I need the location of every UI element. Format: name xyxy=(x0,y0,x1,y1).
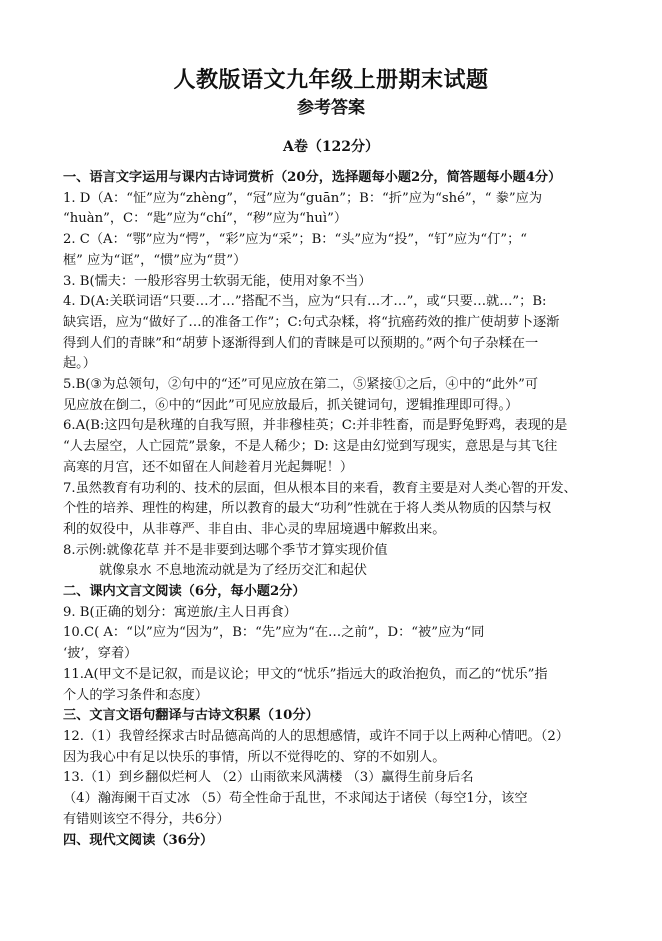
page-subtitle: 参考答案 xyxy=(297,98,365,118)
answer-10 xyxy=(63,623,599,664)
answer-line: 8.示例:就像花草 并不是非要到达哪个季节才算实现价值 xyxy=(63,542,388,558)
answer-line: 框” 应为“诓”，“惯”应为“贯”） xyxy=(63,252,247,268)
answer-5 xyxy=(63,375,599,416)
answer-line: 有错则该空不得分，共6分） xyxy=(63,811,230,827)
answer-1 xyxy=(63,189,599,230)
answer-7 xyxy=(63,479,599,541)
answer-line: 利的奴役中，从非尊严、非自由、非心灵的卑屈境遇中解救出来。 xyxy=(63,521,446,537)
answer-line: ‘披’，穿着） xyxy=(63,646,138,662)
answer-line: 得到人们的青睐”和“胡萝卜逐渐得到人们的青睐是可以预期的。”两个句子杂糅在一 xyxy=(63,335,539,351)
answer-8 xyxy=(63,541,599,582)
answer-line: 个人的学习条件和态度） xyxy=(63,687,209,703)
page-title: 人教版语文九年级上册期末试题 xyxy=(173,67,489,93)
answer-line: “人去屋空，人亡园荒”景象，不是人稀少；D: 这是由幻觉到写现实，意思是与其飞往 xyxy=(63,439,558,455)
answer-line: 高寒的月宫，还不如留在人间趁着月光起舞呢！） xyxy=(63,459,354,475)
section-3 xyxy=(63,706,599,830)
answer-line: 就像泉水 不息地流动就是为了经历交汇和起伏 xyxy=(99,563,367,579)
section-heading: 四、现代文阅读（36分） xyxy=(63,832,214,848)
answer-4 xyxy=(63,292,599,375)
answer-line: 13.（1）到乡翻似烂柯人 （2）山雨欲来风满楼 （3）赢得生前身后名 xyxy=(63,770,474,786)
section-heading: 二、课内文言文阅读（6分，每小题2分） xyxy=(63,584,306,600)
answer-11 xyxy=(63,665,599,706)
answer-line: 缺宾语，应为“做好了…的准备工作”；C:句式杂糅，将“抗癌药效的推广使胡萝卜逐渐 xyxy=(63,314,560,330)
answer-line: 7.虽然教育有功利的、技术的层面，但从根本目的来看，教育主要是对人类心智的开发、 xyxy=(63,480,577,496)
section-2 xyxy=(63,582,599,706)
answer-line: 6.A(B:这四句是秋瑾的自我写照，并非穆桂英；C:并非牲畜，而是野兔野鸡，表现的是 xyxy=(63,418,568,434)
answer-9 xyxy=(63,603,599,624)
answer-line: 9. B(正确的划分：寓逆旅/主人日再食） xyxy=(63,604,297,620)
answer-line: 1. D（A：“怔”应为“zhèng”，“冠”应为“guān”；B：“折”应为“shé”，“ 豢”应为 xyxy=(63,190,543,206)
answer-line: 2. C（A：“鄂”应为“愕”，“彩”应为“采”；B：“头”应为“投”，“钉”应为“仃”；“ xyxy=(63,232,528,248)
answer-line: 10.C( A：“以”应为“因为”，B：“先”应为“在…之前”，D：“被”应为“同 xyxy=(63,625,485,641)
part-title: A卷（122分） xyxy=(282,139,380,155)
answer-line: 见应放在倒二，⑥中的“因此”可见应放最后，抓关键词句，逻辑推理即可得。） xyxy=(63,397,519,413)
answer-line: （4）瀚海阑干百丈冰 （5）苟全性命于乱世，不求闻达于诸侯（每空1分，该空 xyxy=(63,791,528,807)
answer-13 xyxy=(63,768,599,830)
section-1 xyxy=(63,168,599,582)
section-heading: 三、文言文语句翻译与古诗文积累（10分） xyxy=(63,708,319,724)
answer-line: 11.A(甲文不是记叙，而是议论；甲文的“忧乐”指远大的政治抱负，而乙的“忧乐”指 xyxy=(63,666,548,682)
answer-line: 起。） xyxy=(63,356,96,372)
answer-line: 4. D(A:关联词语“只要…才…”搭配不当，应为“只有…才…”，或“只要…就…”；B: xyxy=(63,294,547,310)
answer-line: 12.（1）我曾经探求古时品德高尚的人的思想感情，或许不同于以上两种心情吧。（2） xyxy=(63,728,569,744)
answer-2 xyxy=(63,230,599,271)
answer-line: 5.B(③为总领句，②句中的“还”可见应放在第二，⑤紧接①之后，④中的“此外”可 xyxy=(63,377,539,393)
section-heading: 一、语言文字运用与课内古诗词赏析（20分，选择题每小题2分，简答题每小题4分） xyxy=(63,170,562,185)
answer-line: “huàn”，C：“匙”应为“chí”，“秽”应为“huì”） xyxy=(63,211,348,227)
answer-3 xyxy=(63,272,599,293)
answer-line: 3. B(懦夫：一般形容男士软弱无能，使用对象不当） xyxy=(63,273,372,289)
answer-line: 个性的培养、理性的构建，所以教育的最大“功利”性就在于将人类从物质的囚禁与权 xyxy=(63,501,552,517)
answer-12 xyxy=(63,727,599,768)
answer-line: 因为我心中有足以快乐的事情，所以不觉得吃的、穿的不如别人。 xyxy=(63,749,446,765)
section-4 xyxy=(63,831,599,852)
answer-6 xyxy=(63,416,599,478)
